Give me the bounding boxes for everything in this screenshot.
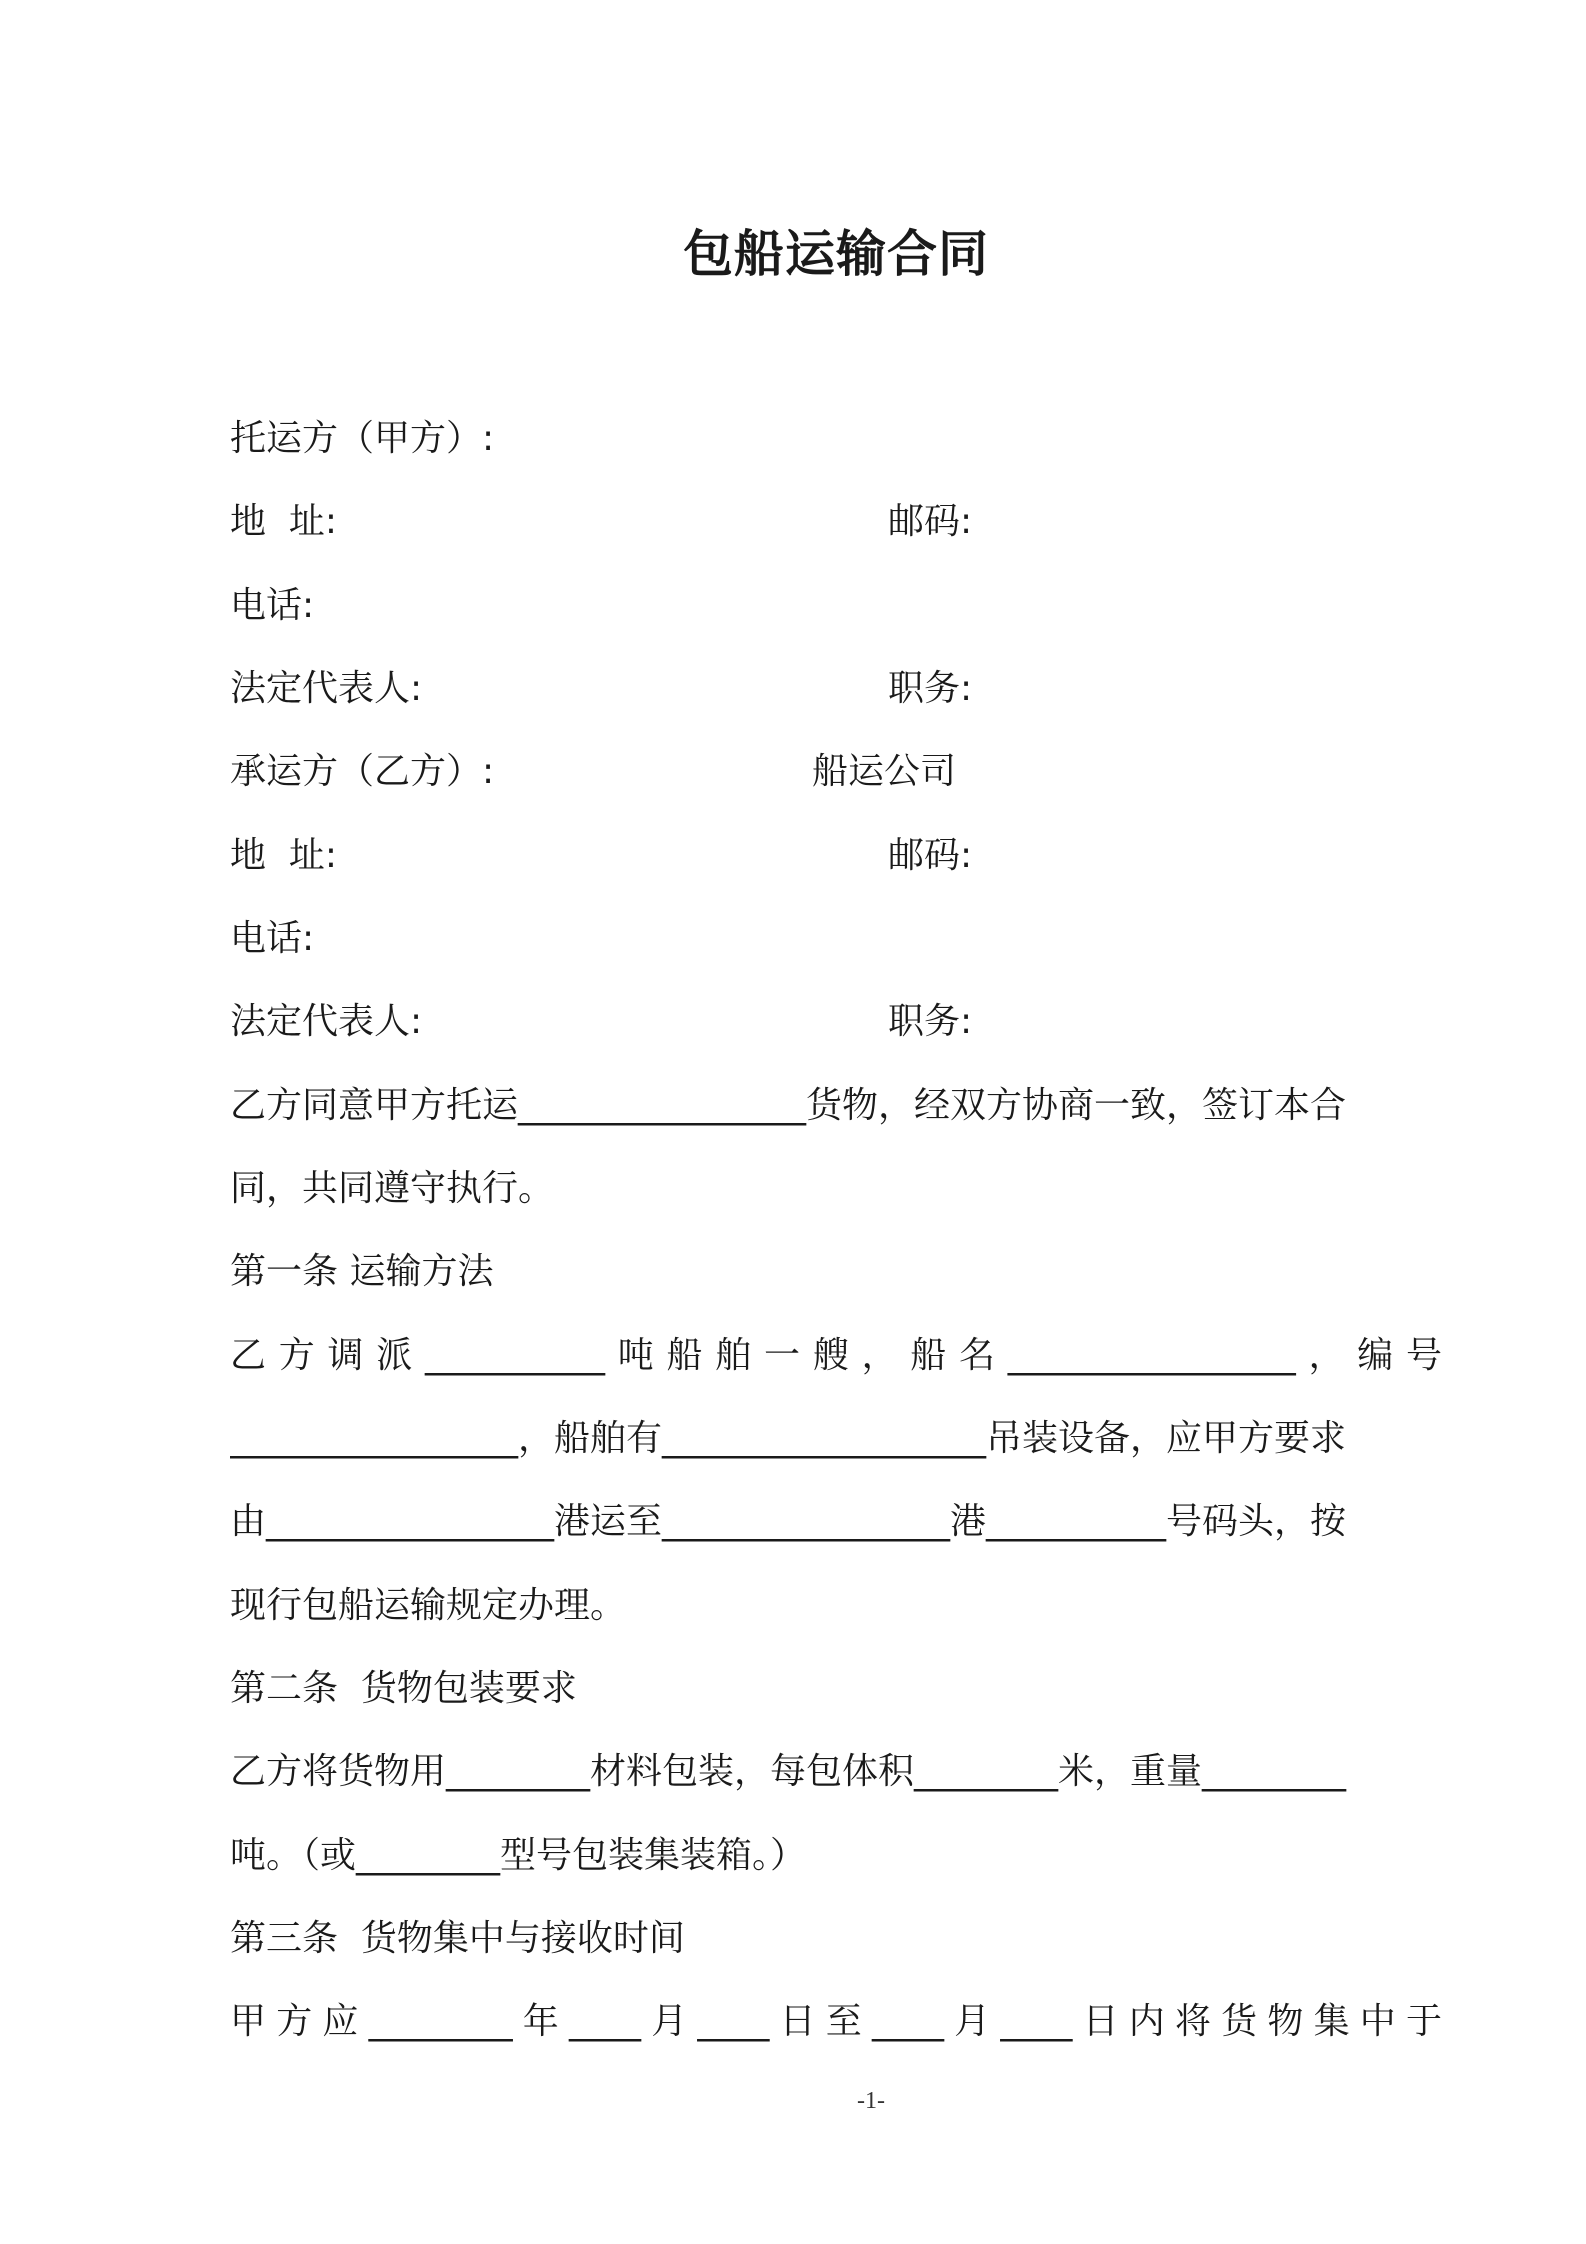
article-1-line-2: ________________，船舶有__________________吊装设备，应甲方要求 (230, 1418, 1347, 1459)
article-1-line-3: 由________________港运至________________港__________号码头，按 (230, 1501, 1347, 1542)
text-segment: 物 (1267, 2001, 1304, 2042)
text-segment: 编 (1357, 1335, 1394, 1376)
text-segment: 应 (322, 2001, 359, 2042)
party-b-rep-row (230, 998, 1442, 1046)
text-segment: 调 (327, 1335, 364, 1376)
party-a-position-label: 职务: (888, 668, 973, 709)
text-segment: 方 (278, 1335, 315, 1376)
text-segment: ， (861, 1335, 898, 1376)
article-1-heading: 第一条 运输方法 (230, 1251, 494, 1292)
text-segment: 船 (666, 1335, 703, 1376)
blank-field: ________________ (1007, 1335, 1296, 1376)
party-b-address-label: 地 址: (230, 835, 338, 876)
text-segment: 将 (1174, 2001, 1211, 2042)
text-segment: 集 (1313, 2001, 1350, 2042)
party-a-phone-label: 电话: (230, 585, 315, 626)
blank-field: ____ (697, 2001, 770, 2042)
party-b-row (230, 748, 1442, 796)
party-a-address-label: 地 址: (230, 501, 338, 542)
text-segment: 乙 (230, 1335, 267, 1376)
party-a-address-row (230, 498, 1442, 546)
intro-line-1: 乙方同意甲方托运________________货物，经双方协商一致，签订本合 (230, 1085, 1347, 1126)
party-a-rep-row (230, 665, 1442, 713)
text-segment: 年 (522, 2001, 559, 2042)
article-1-line-4: 现行包船运输规定办理。 (230, 1585, 627, 1626)
blank-field: __________ (425, 1335, 605, 1376)
page-number: -1- (857, 2088, 885, 2114)
intro-line-2: 同，共同遵守执行。 (230, 1168, 555, 1209)
party-b-position-label: 职务: (888, 1001, 973, 1042)
party-b-rep-label: 法定代表人: (230, 1001, 423, 1042)
text-segment: 月 (651, 2001, 688, 2042)
text-segment: 甲 (230, 2001, 267, 2042)
text-segment: 中 (1359, 2001, 1396, 2042)
text-segment: 日 (1082, 2001, 1119, 2042)
blank-field: ____ (569, 2001, 641, 2042)
text-segment: 派 (376, 1335, 413, 1376)
article-2-line-1: 乙方将货物用________材料包装，每包体积________米，重量________ (230, 1751, 1347, 1792)
text-segment: 内 (1128, 2001, 1165, 2042)
text-segment: 至 (825, 2001, 862, 2042)
text-segment: 艘 (812, 1335, 849, 1376)
article-2-heading: 第二条 货物包装要求 (230, 1668, 577, 1709)
text-segment: 日 (779, 2001, 816, 2042)
text-segment: 货 (1221, 2001, 1258, 2042)
party-b-label: 承运方（乙方）: (230, 751, 495, 792)
party-b-phone-label: 电话: (230, 918, 315, 959)
text-segment: 月 (954, 2001, 991, 2042)
text-segment: 舶 (715, 1335, 752, 1376)
party-b-postcode-label: 邮码: (888, 835, 973, 876)
article-2-line-2: 吨。（或________型号包装集装箱。） (230, 1835, 807, 1876)
text-segment: 于 (1405, 2001, 1442, 2042)
article-3-heading: 第三条 货物集中与接收时间 (230, 1918, 685, 1959)
party-a-label: 托运方（甲方）: (230, 418, 495, 459)
text-segment: 一 (763, 1335, 800, 1376)
text-segment: 方 (276, 2001, 313, 2042)
blank-field: ________ (368, 2001, 513, 2042)
party-b-address-row (230, 832, 1442, 880)
text-segment: ， (1308, 1335, 1345, 1376)
article-1-line-1 (230, 1332, 1442, 1380)
party-a-rep-label: 法定代表人: (230, 668, 423, 709)
document-title: 包船运输合同 (683, 225, 989, 283)
text-segment: 号 (1405, 1335, 1442, 1376)
party-b-company: 船运公司 (812, 751, 957, 792)
text-segment: 船 (910, 1335, 947, 1376)
blank-field: ____ (871, 2001, 944, 2042)
party-a-postcode-label: 邮码: (888, 501, 973, 542)
text-segment: 名 (958, 1335, 995, 1376)
text-segment: 吨 (617, 1335, 654, 1376)
blank-field: ____ (1000, 2001, 1073, 2042)
article-3-line-1 (230, 1998, 1442, 2046)
